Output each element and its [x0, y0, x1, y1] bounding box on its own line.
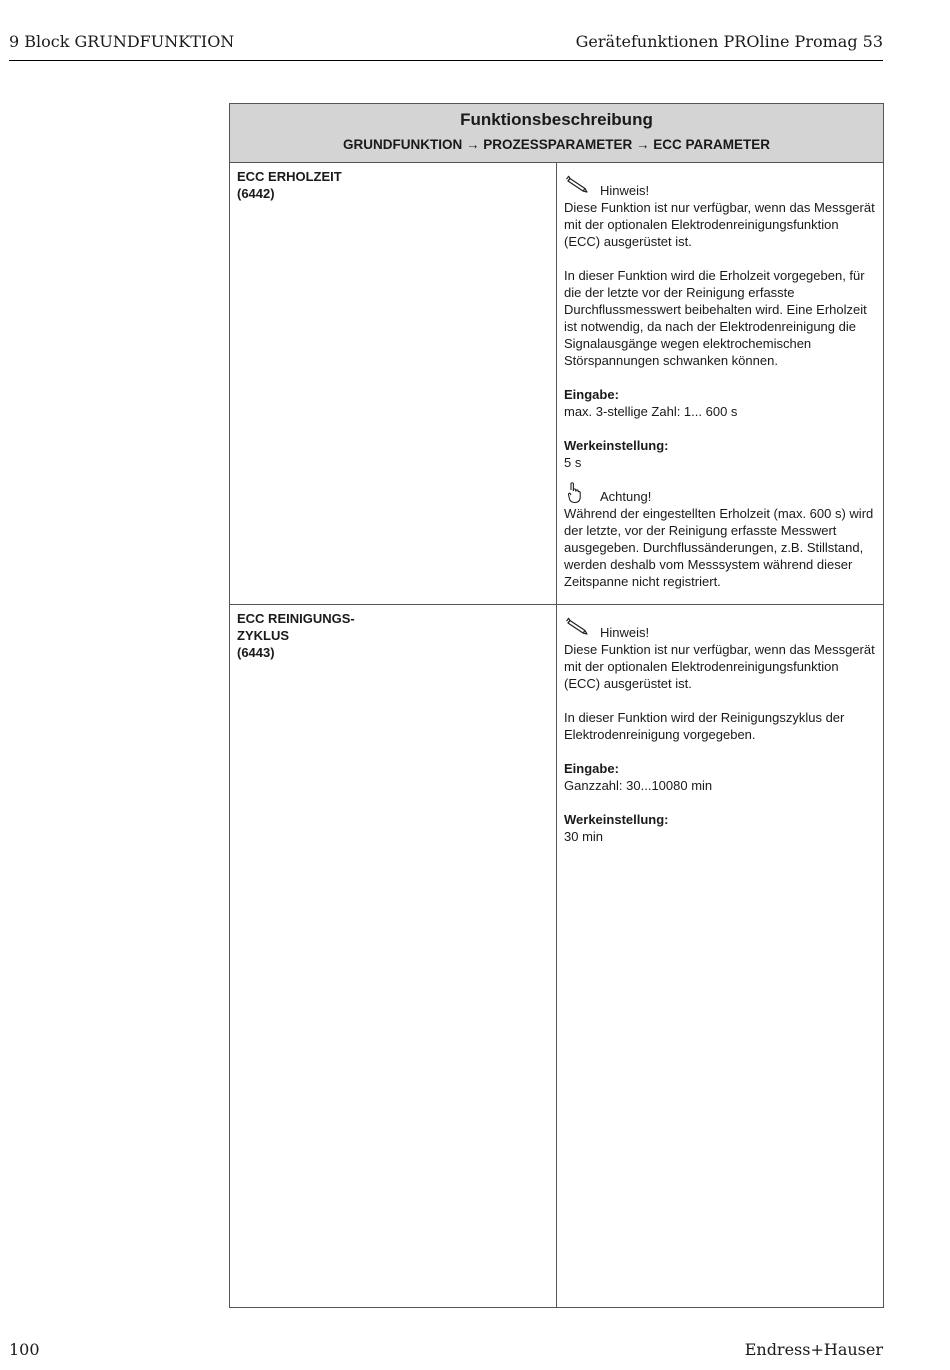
table-row: [230, 163, 884, 605]
table-row: [230, 605, 884, 1308]
note-label: Hinweis!: [600, 625, 650, 640]
pointing-hand-icon: [564, 481, 600, 505]
note-heading: [564, 617, 876, 641]
function-description-cell: [557, 163, 884, 605]
default-value: 30 min: [564, 829, 604, 844]
input-value: max. 3-stellige Zahl: 1... 600 s: [564, 404, 738, 419]
pencil-icon: [564, 175, 600, 199]
note-label: Hinweis!: [600, 183, 650, 198]
default-label: Werkeinstellung:: [564, 438, 669, 453]
function-code: (6443): [237, 645, 275, 660]
function-name-cell: [230, 605, 557, 1308]
function-name-continued: ZYKLUS: [237, 628, 289, 643]
function-description-text: In dieser Funktion wird die Erholzeit vorgegeben, für die der letzte vor der Reinigung erfasste Durchflussmesswert beibehalten wird. Eine Erholzeit ist notwendig, da nach der Elektrodenreinigung die Signalausgänge wegen elektrochemischen Störspannungen schwanken können.: [564, 268, 867, 368]
default-value: 5 s: [564, 455, 582, 470]
default-label: Werkeinstellung:: [564, 812, 669, 827]
running-header-chapter: 9 Block GRUNDFUNKTION: [9, 32, 235, 51]
menu-path: GRUNDFUNKTION → PROZESSPARAMETER → ECC PARAMETER: [342, 137, 770, 152]
caution-label: Achtung!: [600, 489, 652, 504]
function-description-cell: [557, 605, 884, 1308]
function-description-text: In dieser Funktion wird der Reinigungszyklus der Elektrodenreinigung vorgegeben.: [564, 710, 845, 742]
function-description-table: [229, 103, 884, 1308]
function-name-cell: [230, 163, 557, 605]
function-name: ECC ERHOLZEIT: [237, 169, 342, 184]
function-code: (6442): [237, 186, 275, 201]
table-title: Funktionsbeschreibung: [460, 110, 653, 129]
input-label: Eingabe:: [564, 387, 619, 402]
caution-text: Während der eingestellten Erholzeit (max. 600 s) wird der letzte, vor der Reinigung erfasste Messwert ausgegeben. Durchflussänderungen, z.B. Stillstand, werden deshalb vom Messsystem während dieser Zeitspanne nicht registriert.: [564, 506, 874, 589]
input-value: Ganzzahl: 30...10080 min: [564, 778, 713, 793]
function-name: ECC REINIGUNGS-: [237, 611, 355, 626]
caution-heading: [564, 481, 876, 505]
note-text: Diese Funktion ist nur verfügbar, wenn das Messgerät mit der optionalen Elektrodenreinigungsfunktion (ECC) ausgerüstet ist.: [564, 642, 875, 691]
pencil-icon: [564, 617, 600, 641]
note-heading: [564, 175, 876, 199]
table-header: [230, 104, 884, 163]
running-header-title: Gerätefunktionen PROline Promag 53: [575, 32, 883, 51]
input-label: Eingabe:: [564, 761, 619, 776]
header-rule: [9, 60, 883, 61]
note-text: Diese Funktion ist nur verfügbar, wenn das Messgerät mit der optionalen Elektrodenreinigungsfunktion (ECC) ausgerüstet ist.: [564, 200, 875, 249]
page-number: 100: [9, 1340, 40, 1359]
brand-name: Endress+Hauser: [744, 1340, 883, 1359]
